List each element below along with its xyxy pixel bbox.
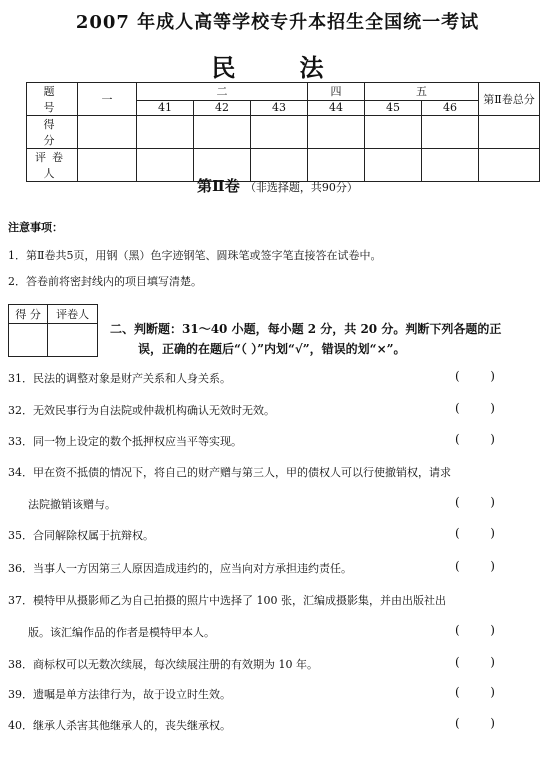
section-heading bbox=[110, 319, 540, 359]
question-34-cont: 法院撤销该赠与。 bbox=[28, 498, 116, 511]
col-part-2: 二 bbox=[137, 83, 308, 101]
part-note: （非选择题，共90分） bbox=[244, 181, 358, 194]
question-40: 40．继承人杀害其他继承人的，丧失继承权。 bbox=[8, 719, 231, 732]
score-row-label: 得 分 bbox=[27, 116, 78, 149]
col-q41: 41 bbox=[137, 100, 194, 115]
answer-blank-38[interactable]: ( ) bbox=[455, 655, 495, 669]
question-39: 39．遗嘱是单方法律行为，故于设立时生效。 bbox=[8, 688, 231, 701]
question-38: 38．商标权可以无数次续展，每次续展注册的有效期为 10 年。 bbox=[8, 658, 318, 671]
notice-title: 注意事项： bbox=[8, 221, 63, 234]
answer-blank-33[interactable]: ( ) bbox=[455, 432, 495, 446]
col-q46: 46 bbox=[422, 100, 479, 115]
notice-item-2: 2．答卷前将密封线内的项目填写清楚。 bbox=[8, 275, 202, 288]
question-34: 34．甲在资不抵债的情况下，将自己的财产赠与第三人，甲的债权人可以行使撤销权，请求 bbox=[8, 466, 451, 479]
part-title bbox=[0, 175, 555, 196]
question-37: 37．模特甲从摄影师乙为自己拍摄的照片中选择了 100 张，汇编成摄影集，并由出版社出 bbox=[8, 594, 446, 607]
col-total: 第Ⅱ卷总分 bbox=[479, 83, 540, 116]
answer-blank-39[interactable]: ( ) bbox=[455, 685, 495, 699]
col-part-4: 四 bbox=[308, 83, 365, 101]
question-number-label: 题 号 bbox=[27, 83, 78, 116]
answer-blank-40[interactable]: ( ) bbox=[455, 716, 495, 730]
section-score-box bbox=[8, 304, 98, 357]
question-37-cont: 版。该汇编作品的作者是模特甲本人。 bbox=[28, 626, 215, 639]
question-33: 33．同一物上设定的数个抵押权应当平等实现。 bbox=[8, 435, 242, 448]
col-q45: 45 bbox=[365, 100, 422, 115]
part-title-main: 第Ⅱ卷 bbox=[197, 177, 240, 195]
exam-title: 2007 年成人高等学校专升本招生全国统一考试 bbox=[75, 12, 480, 33]
answer-blank-31[interactable]: ( ) bbox=[455, 369, 495, 383]
section-heading-line1: 二、判断题：31～40 小题，每小题 2 分，共 20 分。判断下列各题的正 bbox=[110, 322, 502, 336]
answer-blank-34[interactable]: ( ) bbox=[455, 495, 495, 509]
col-q43: 43 bbox=[251, 100, 308, 115]
question-31: 31．民法的调整对象是财产关系和人身关系。 bbox=[8, 372, 231, 385]
question-32: 32．无效民事行为自法院或仲裁机构确认无效时无效。 bbox=[8, 404, 275, 417]
answer-blank-36[interactable]: ( ) bbox=[455, 559, 495, 573]
section-heading-line2: 误，正确的在题后“（ ）”内划“√”，错误的划“×”。 bbox=[138, 342, 406, 356]
answer-blank-37[interactable]: ( ) bbox=[455, 623, 495, 637]
question-36: 36．当事人一方因第三人原因造成违约的，应当向对方承担违约责任。 bbox=[8, 562, 352, 575]
mini-grader-label: 评卷人 bbox=[48, 305, 98, 324]
score-table bbox=[26, 82, 540, 182]
col-q44: 44 bbox=[308, 100, 365, 115]
mini-score-label: 得 分 bbox=[9, 305, 48, 324]
col-part-1: 一 bbox=[78, 83, 137, 116]
answer-blank-35[interactable]: ( ) bbox=[455, 526, 495, 540]
subject-title: 民 法 bbox=[211, 53, 344, 82]
question-35: 35．合同解除权属于抗辩权。 bbox=[8, 529, 154, 542]
notice-item-1: 1．第Ⅱ卷共5页，用钢（黑）色字迹钢笔、圆珠笔或签字笔直接答在试卷中。 bbox=[8, 249, 382, 262]
col-part-5: 五 bbox=[365, 83, 479, 101]
answer-blank-32[interactable]: ( ) bbox=[455, 401, 495, 415]
grader-row-label: 评卷人 bbox=[27, 149, 78, 182]
col-q42: 42 bbox=[194, 100, 251, 115]
